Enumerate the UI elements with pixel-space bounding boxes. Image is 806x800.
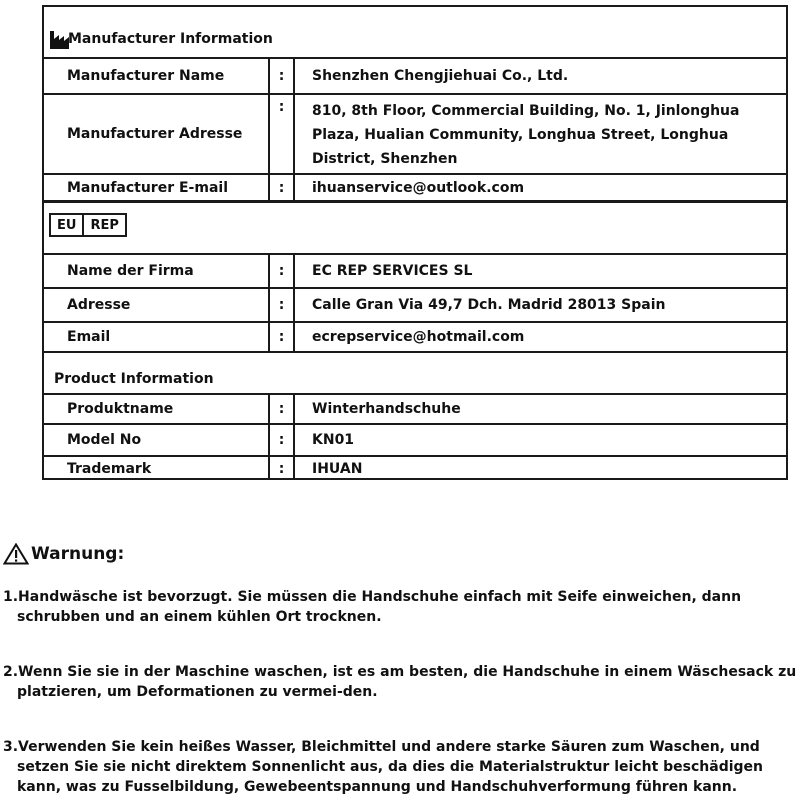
row-colon: : bbox=[270, 59, 295, 93]
table-row bbox=[44, 95, 786, 175]
eu-rep-badge-left: EU bbox=[57, 217, 77, 233]
row-colon: : bbox=[270, 395, 295, 423]
warning-title: Warnung: bbox=[31, 544, 125, 564]
eu-rep-badge bbox=[49, 213, 127, 237]
warning-item-1: 1.Handwäsche ist bevorzugt. Sie müssen die Handschuhe einfach mit Seife einweichen, dann schrubben und an einem kühlen Ort trocknen. bbox=[3, 589, 742, 625]
row-value: Calle Gran Via 49,7 Dch. Madrid 28013 Spain bbox=[312, 297, 666, 313]
row-label: Trademark bbox=[44, 457, 270, 480]
row-value: ihuanservice@outlook.com bbox=[312, 179, 525, 196]
row-label: Manufacturer Adresse bbox=[44, 95, 270, 173]
product-section-title: Product Information bbox=[54, 371, 214, 387]
row-value: EC REP SERVICES SL bbox=[312, 263, 473, 279]
row-colon: : bbox=[270, 457, 295, 480]
manufacturer-section-title: Manufacturer Information bbox=[68, 31, 273, 47]
warning-triangle-icon bbox=[3, 543, 29, 565]
row-colon: : bbox=[270, 95, 295, 173]
table-row bbox=[44, 255, 786, 289]
row-value: Winterhandschuhe bbox=[312, 401, 461, 417]
row-label: Model No bbox=[44, 425, 270, 455]
table-row bbox=[44, 323, 786, 353]
row-colon: : bbox=[270, 255, 295, 287]
row-label: Adresse bbox=[44, 289, 270, 321]
row-colon: : bbox=[270, 425, 295, 455]
manufacturer-section-header bbox=[44, 7, 786, 59]
row-value: ecrepservice@hotmail.com bbox=[312, 329, 525, 345]
row-label: Produktname bbox=[44, 395, 270, 423]
row-label: Manufacturer Name bbox=[44, 59, 270, 93]
warning-item-2: 2.Wenn Sie sie in der Maschine waschen, ist es am besten, die Handschuhe in einem Wäschesack zu platzieren, um Deformationen zu vermei-den. bbox=[3, 664, 797, 700]
row-label: Name der Firma bbox=[44, 255, 270, 287]
warning-item-3: 3.Verwenden Sie kein heißes Wasser, Bleichmittel und andere starke Säuren zum Waschen, und setzen Sie sie nicht direktem Sonnenlicht aus, da dies die Materialstruktur leicht beschädigen kann, was zu Fusselbildung, Gewebeentspannung und Handschuhverformung führen kann. bbox=[3, 739, 764, 795]
table-row bbox=[44, 395, 786, 425]
table-row bbox=[44, 425, 786, 457]
table-row bbox=[44, 175, 786, 203]
row-value: 810, 8th Floor, Commercial Building, No. 1, Jinlonghua Plaza, Hualian Community, Longhua Street, Longhua District, Shenzhen bbox=[312, 103, 740, 167]
eu-rep-badge-right: REP bbox=[82, 215, 124, 235]
product-section-header bbox=[44, 353, 786, 395]
row-value: IHUAN bbox=[312, 460, 363, 477]
info-table bbox=[42, 5, 788, 480]
table-row bbox=[44, 59, 786, 95]
row-label: Manufacturer E-mail bbox=[44, 175, 270, 200]
row-value: KN01 bbox=[312, 432, 355, 448]
eu-rep-section-header bbox=[44, 203, 786, 255]
table-row bbox=[44, 457, 786, 480]
factory-icon bbox=[50, 31, 70, 49]
row-value: Shenzhen Chengjiehuai Co., Ltd. bbox=[312, 68, 569, 84]
row-colon: : bbox=[270, 323, 295, 351]
table-row bbox=[44, 289, 786, 323]
row-colon: : bbox=[270, 289, 295, 321]
row-colon: : bbox=[270, 175, 295, 200]
warning-heading bbox=[3, 543, 124, 565]
row-label: Email bbox=[44, 323, 270, 351]
